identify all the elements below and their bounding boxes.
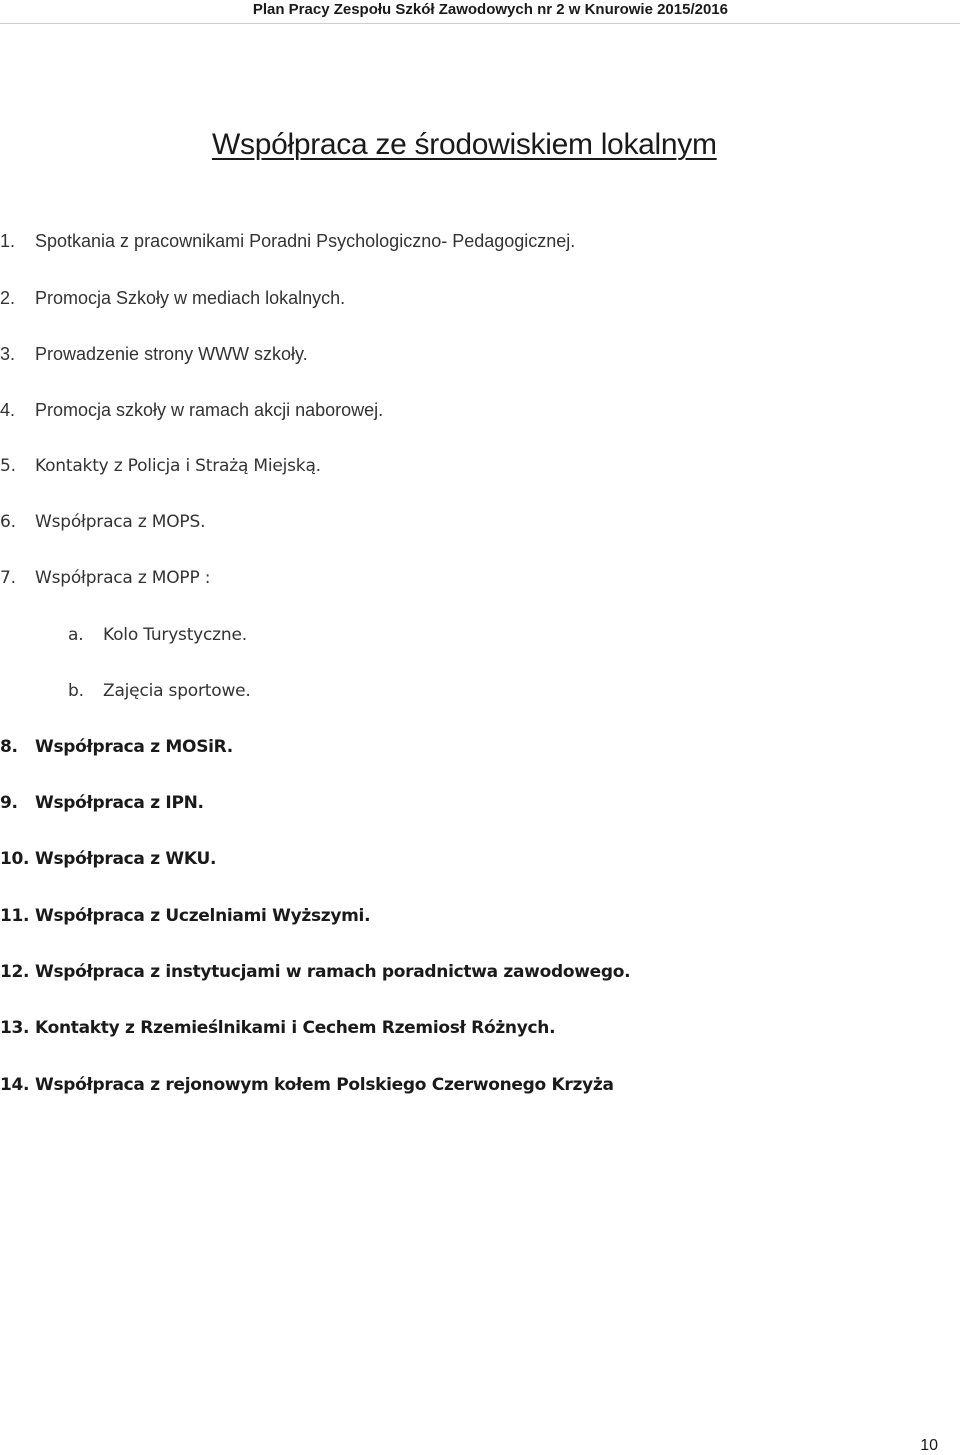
sub-list-item-letter: b. [68,681,84,701]
list-item-number: 11. [0,906,30,926]
sub-list-item-letter: a. [68,625,84,645]
page-header [0,0,960,24]
list-item-text: Współpraca z rejonowym kołem Polskiego Czerwonego Krzyża [35,1075,614,1095]
list-item-text: Promocja szkoły w ramach akcji naborowej. [35,400,384,420]
list-item-text: Współpraca z instytucjami w ramach poradnictwa zawodowego. [35,962,631,982]
list-item-text: Kontakty z Rzemieślnikami i Cechem Rzemiosł Różnych. [35,1018,556,1038]
list-item-text: Promocja Szkoły w mediach lokalnych. [35,288,346,308]
list-item-text: Współpraca z MOPP : [35,568,211,588]
list-item-number: 13. [0,1018,30,1038]
list-item-number: 2. [0,288,16,308]
list-item-text: Kontakty z Policja i Strażą Miejską. [35,456,321,476]
list-item-text: Współpraca z MOSiR. [35,737,233,757]
list-item-number: 4. [0,400,16,420]
header-title: Plan Pracy Zespołu Szkół Zawodowych nr 2 w Knurowie 2015/2016 [252,1,728,18]
header-divider [0,23,960,24]
list-item-text: Współpraca z IPN. [35,793,204,813]
sub-list-item-text: Kolo Turystyczne. [103,625,247,645]
list-item-text: Współpraca z WKU. [35,849,217,869]
list-item-number: 1. [0,231,16,251]
sub-list-item-text: Zajęcia sportowe. [103,681,251,701]
list-item-text: Współpraca z MOPS. [35,512,206,532]
list-item-text: Spotkania z pracownikami Poradni Psychologiczno- Pedagogicznej. [35,231,576,251]
list-item-number: 3. [0,344,16,364]
list-item-number: 7. [0,568,16,588]
list-item-number: 10. [0,849,30,869]
list-item-number: 14. [0,1075,30,1095]
page-title: Współpraca ze środowiskiem lokalnym [212,128,717,161]
list-item-number: 12. [0,962,30,982]
list-item-number: 8. [0,737,18,757]
list-item-text: Prowadzenie strony WWW szkoły. [35,344,308,364]
list-item-text: Współpraca z Uczelniami Wyższymi. [35,906,371,926]
list-item-number: 5. [0,456,16,476]
page-number: 10 [920,1437,938,1454]
list-item-number: 9. [0,793,18,813]
list-item-number: 6. [0,512,16,532]
